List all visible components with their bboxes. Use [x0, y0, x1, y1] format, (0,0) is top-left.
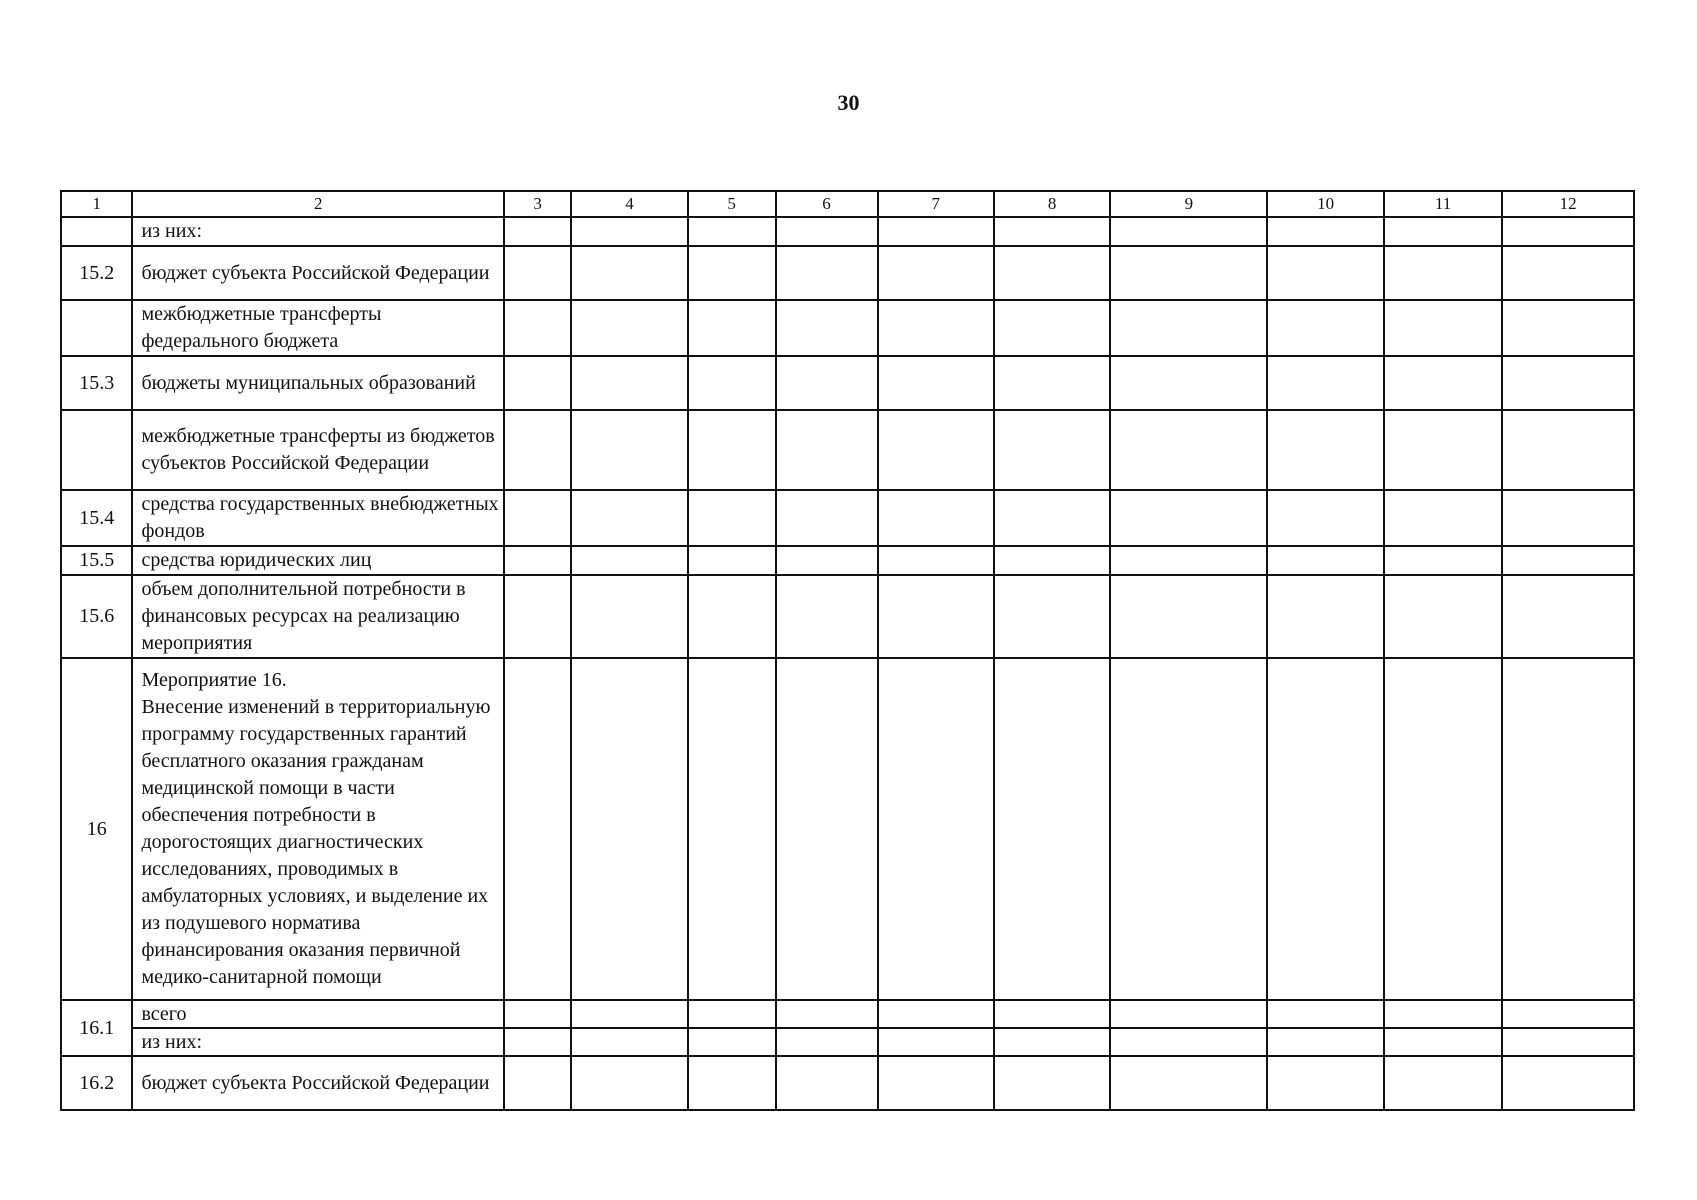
- header-cell: 9: [1110, 191, 1267, 217]
- row-description: средства государственных внебюджетных фондов: [132, 490, 504, 546]
- row-description: [132, 658, 504, 1000]
- table-row: [61, 490, 1634, 546]
- row-subtext-total: всего: [141, 1003, 187, 1025]
- row-description: из них:: [132, 217, 504, 246]
- header-cell: 8: [994, 191, 1110, 217]
- header-cell: 1: [61, 191, 132, 217]
- header-cell: 11: [1384, 191, 1502, 217]
- table-row: [61, 217, 1634, 246]
- table-header-row: [61, 191, 1634, 217]
- table-row: [61, 410, 1634, 490]
- row-description: межбюджетные трансферты федерального бюджета: [132, 300, 504, 356]
- table-row: [61, 1000, 1634, 1056]
- header-cell: 2: [132, 191, 504, 217]
- row-description: объем дополнительной потребности в финансовых ресурсах на реализацию мероприятия: [132, 575, 504, 658]
- table-row: [61, 1056, 1634, 1110]
- page-number: 30: [837, 90, 860, 115]
- header-cell: 10: [1267, 191, 1383, 217]
- table-row: [61, 658, 1634, 1000]
- row-description: межбюджетные трансферты из бюджетов субъектов Российской Федерации: [132, 410, 504, 490]
- table-row: [61, 246, 1634, 300]
- header-cell: 4: [571, 191, 687, 217]
- measure-title: Мероприятие 16.: [141, 669, 287, 691]
- measure-description: Внесение изменений в территориальную программу государственных гарантий бесплатного оказания гражданам медицинской помощи в части обеспечения потребности в дорогостоящих диагностических исследованиях, проводимых в амбулаторных условиях, и выделение их из подушевого норматива финансирования оказания первичной медико-санитарной помощи: [141, 696, 491, 988]
- row-number: [61, 410, 132, 490]
- row-subtext-of-them: из них:: [133, 1027, 503, 1055]
- row-number: 15.4: [61, 490, 132, 546]
- row-description: [132, 1000, 504, 1056]
- row-description: бюджет субъекта Российской Федерации: [132, 246, 504, 300]
- row-number: 16.1: [61, 1000, 132, 1056]
- table-row: [61, 300, 1634, 356]
- table-row: [61, 575, 1634, 658]
- row-number: 15.5: [61, 546, 132, 575]
- header-cell: 7: [878, 191, 994, 217]
- row-number: 16: [61, 658, 132, 1000]
- row-number: 15.3: [61, 356, 132, 410]
- row-number: [61, 300, 132, 356]
- header-cell: 5: [688, 191, 776, 217]
- table-row: [61, 356, 1634, 410]
- row-number: 16.2: [61, 1056, 132, 1110]
- row-number: [61, 217, 132, 246]
- row-number: 15.2: [61, 246, 132, 300]
- header-cell: 3: [504, 191, 571, 217]
- row-description: бюджет субъекта Российской Федерации: [132, 1056, 504, 1110]
- header-cell: 12: [1502, 191, 1634, 217]
- table-row: [61, 546, 1634, 575]
- row-description: бюджеты муниципальных образований: [132, 356, 504, 410]
- row-number: 15.6: [61, 575, 132, 658]
- header-cell: 6: [776, 191, 878, 217]
- financing-table: [60, 190, 1635, 1111]
- row-description: средства юридических лиц: [132, 546, 504, 575]
